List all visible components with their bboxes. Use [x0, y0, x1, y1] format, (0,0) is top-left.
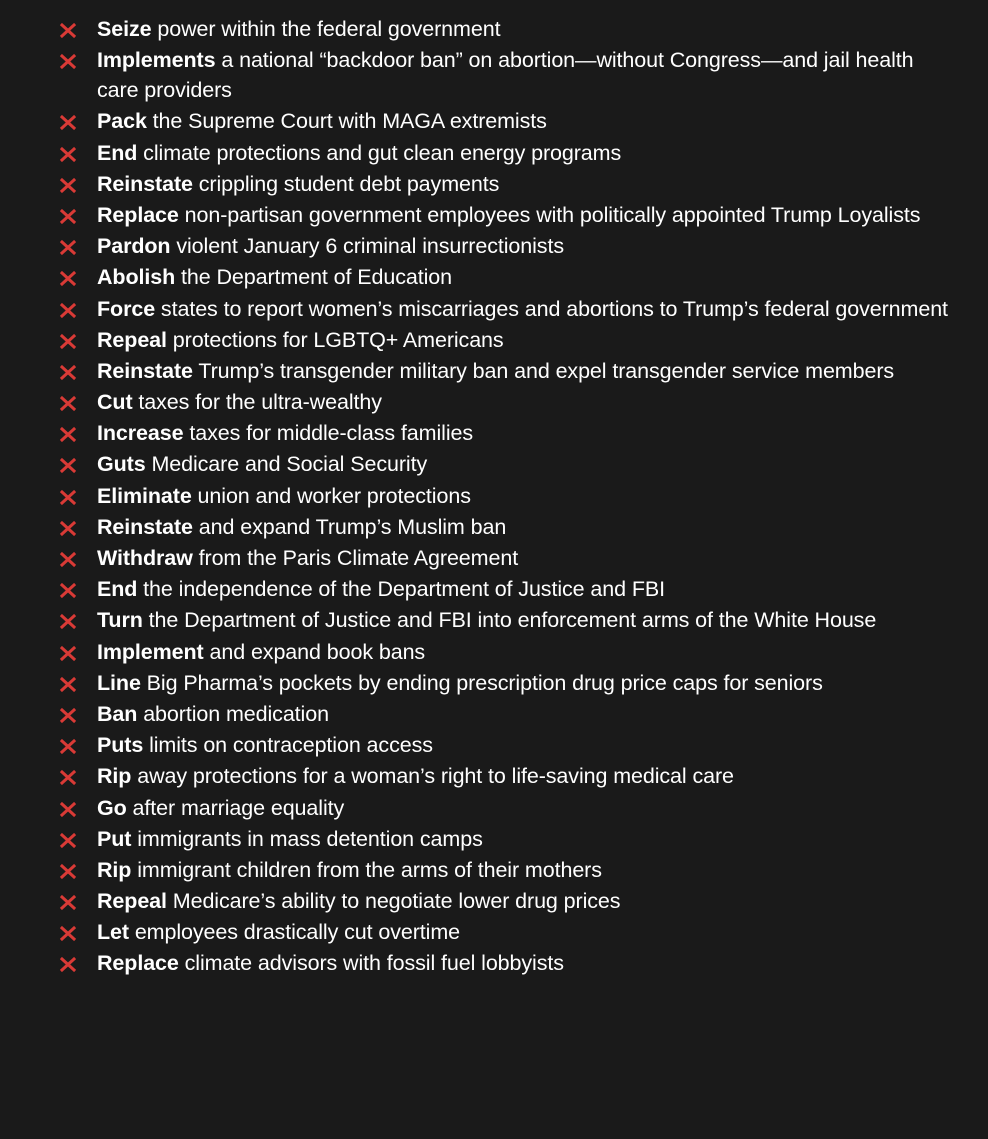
item-keyword: Put	[97, 826, 132, 851]
item-keyword: Let	[97, 920, 129, 945]
item-text: states to report women’s miscarriages and abortions to Trump’s federal government	[155, 296, 948, 321]
item-text: power within the federal government	[151, 17, 501, 41]
item-keyword: Eliminate	[97, 483, 192, 508]
list-item	[0, 481, 988, 511]
item-keyword: Increase	[97, 421, 184, 446]
x-icon	[58, 730, 80, 760]
list-item	[0, 138, 988, 168]
item-text: the Department of Education	[175, 265, 453, 290]
list-item	[0, 855, 988, 885]
x-icon	[58, 637, 80, 667]
x-icon	[58, 793, 80, 823]
x-icon	[58, 824, 80, 854]
list-item	[0, 824, 988, 854]
x-icon	[58, 106, 80, 136]
list-item	[0, 262, 988, 292]
item-keyword: Rip	[97, 857, 132, 882]
x-icon	[58, 325, 80, 355]
item-text: union and worker protections	[191, 483, 471, 508]
list-item	[0, 200, 988, 230]
item-text: violent January 6 criminal insurrectionists	[170, 234, 564, 259]
bullet-list	[0, 14, 988, 980]
item-text: away protections for a woman’s right to life-saving medical care	[131, 764, 734, 789]
item-keyword: Turn	[97, 608, 143, 633]
list-item	[0, 387, 988, 417]
list-item	[0, 574, 988, 604]
item-text: protections for LGBTQ+ Americans	[166, 327, 504, 352]
item-text: climate advisors with fossil fuel lobbyists	[178, 951, 564, 976]
list-item	[0, 730, 988, 760]
x-icon	[58, 512, 80, 542]
item-text: taxes for the ultra-wealthy	[132, 390, 382, 415]
item-text: the independence of the Department of Justice and FBI	[137, 577, 665, 602]
item-keyword: Pardon	[97, 234, 171, 259]
item-keyword: Guts	[97, 452, 146, 477]
x-icon	[58, 605, 80, 635]
list-item	[0, 699, 988, 729]
item-text: and expand book bans	[203, 639, 426, 664]
x-icon	[58, 449, 80, 479]
item-text: immigrants in mass detention camps	[131, 826, 483, 851]
item-keyword: Replace	[97, 951, 179, 976]
item-text: non-partisan government employees with politically appointed Trump Loyalists	[178, 202, 921, 227]
item-text: crippling student debt payments	[192, 171, 500, 196]
item-keyword: End	[97, 140, 138, 165]
item-keyword: Rip	[97, 764, 132, 789]
item-text: the Department of Justice and FBI into enforcement arms of the White House	[142, 608, 877, 633]
x-icon	[58, 481, 80, 511]
item-keyword: Implement	[97, 639, 204, 664]
x-icon	[58, 761, 80, 791]
list-item	[0, 449, 988, 479]
item-keyword: Cut	[97, 390, 133, 415]
item-text: immigrant children from the arms of their mothers	[131, 857, 602, 882]
list-item	[0, 637, 988, 667]
list-item	[0, 418, 988, 448]
list-item	[0, 668, 988, 698]
item-keyword: Line	[97, 670, 141, 695]
item-keyword: Reinstate	[97, 171, 193, 196]
x-icon	[58, 917, 80, 947]
x-icon	[58, 574, 80, 604]
item-text: Big Pharma’s pockets by ending prescription drug price caps for seniors	[140, 670, 823, 695]
x-icon	[58, 356, 80, 386]
list-item	[0, 948, 988, 978]
item-keyword: Reinstate	[97, 358, 193, 383]
list-item	[0, 231, 988, 261]
list-item	[0, 106, 988, 136]
item-keyword: Abolish	[97, 265, 176, 290]
x-icon	[58, 543, 80, 573]
item-text: taxes for middle-class families	[183, 421, 473, 446]
item-text: a national “backdoor ban” on abortion—without Congress—and jail health care providers	[97, 48, 914, 103]
list-item	[0, 512, 988, 542]
item-keyword: Ban	[97, 701, 138, 726]
item-text: and expand Trump’s Muslim ban	[192, 514, 507, 539]
item-text: employees drastically cut overtime	[128, 920, 461, 945]
x-icon	[58, 138, 80, 168]
item-text: abortion medication	[137, 701, 329, 726]
list-item	[0, 917, 988, 947]
item-keyword: Withdraw	[97, 546, 193, 570]
x-icon	[58, 262, 80, 292]
x-icon	[58, 948, 80, 978]
x-icon	[58, 699, 80, 729]
item-keyword: Force	[97, 296, 156, 321]
item-keyword: Replace	[97, 202, 179, 227]
list-item	[0, 761, 988, 791]
x-icon	[58, 668, 80, 698]
x-icon	[58, 231, 80, 261]
list-item	[0, 543, 988, 573]
list-item	[0, 294, 988, 324]
list-item	[0, 169, 988, 199]
x-icon	[58, 855, 80, 885]
list-item	[0, 325, 988, 355]
item-text: limits on contraception access	[143, 733, 433, 758]
item-keyword: End	[97, 577, 138, 602]
x-icon	[58, 387, 80, 417]
list-item	[0, 886, 988, 916]
x-icon	[58, 169, 80, 199]
x-icon	[58, 886, 80, 916]
item-keyword: Repeal	[97, 889, 167, 914]
x-icon	[58, 45, 80, 75]
x-icon	[58, 418, 80, 448]
item-text: climate protections and gut clean energy programs	[137, 140, 622, 165]
item-keyword: Implements	[97, 48, 216, 73]
item-keyword: Pack	[97, 109, 147, 134]
item-keyword: Reinstate	[97, 514, 193, 539]
item-keyword: Seize	[97, 17, 152, 41]
item-text: from the Paris Climate Agreement	[192, 546, 519, 570]
item-text: after marriage equality	[126, 795, 345, 820]
list-item	[0, 793, 988, 823]
item-keyword: Puts	[97, 733, 144, 758]
list-item	[0, 14, 988, 44]
x-icon	[58, 200, 80, 230]
item-keyword: Repeal	[97, 327, 167, 352]
item-text: Medicare’s ability to negotiate lower drug prices	[166, 889, 621, 914]
x-icon	[58, 294, 80, 324]
item-text: Trump’s transgender military ban and expel transgender service members	[192, 358, 895, 383]
item-text: Medicare and Social Security	[145, 452, 428, 477]
list-item	[0, 605, 988, 635]
item-keyword: Go	[97, 795, 127, 820]
item-text: the Supreme Court with MAGA extremists	[146, 109, 547, 134]
x-icon	[58, 14, 80, 44]
list-item	[0, 356, 988, 386]
list-item	[0, 45, 988, 105]
